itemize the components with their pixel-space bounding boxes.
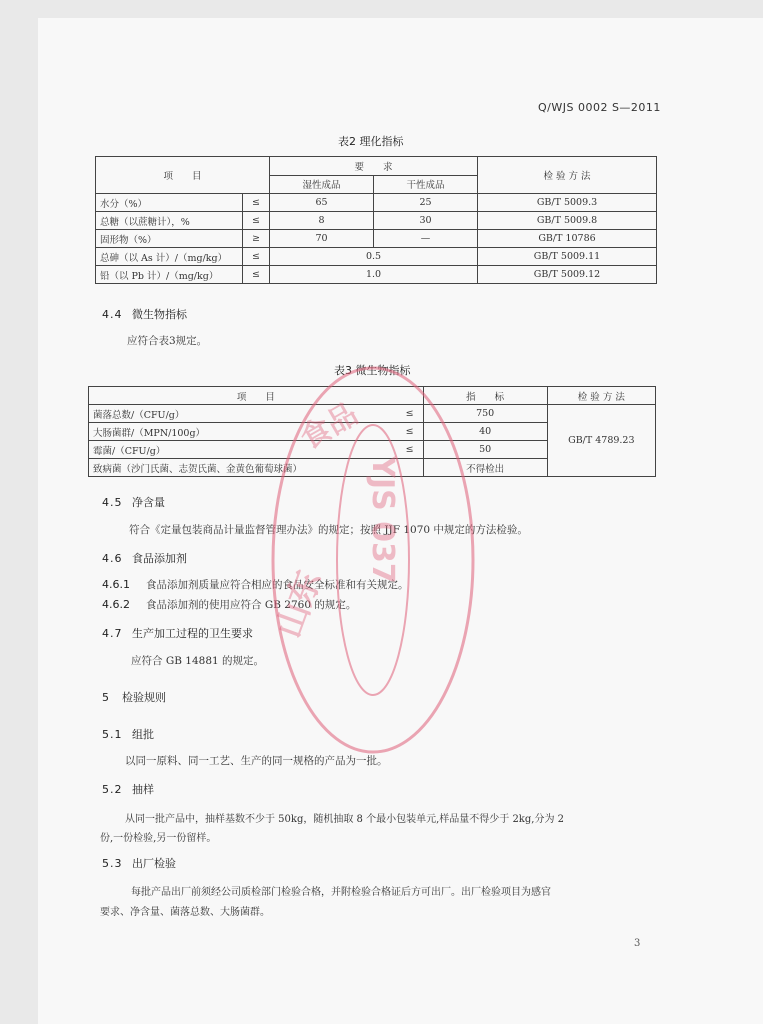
section-5-2-body-line2: 份,一份检验,另一份留样。 <box>100 833 217 844</box>
cell-item: 霉菌/（CFU/g） <box>89 441 397 459</box>
table2-header-req-a: 湿性成品 <box>270 175 374 194</box>
table-row <box>96 230 657 248</box>
clause-text: 食品添加剂质量应符合相应的食品安全标准和有关规定。 <box>146 579 409 591</box>
section-number: 5 <box>102 691 110 704</box>
table3 <box>88 386 656 477</box>
table3-title: 表3 微生物指标 <box>334 364 411 377</box>
table3-header-method: 检 验 方 法 <box>547 387 655 405</box>
table-row <box>96 194 657 212</box>
section-title: 抽样 <box>132 783 154 796</box>
table2-title: 表2 理化指标 <box>338 135 404 148</box>
cell-method: GB/T 5009.8 <box>478 212 657 230</box>
section-title: 微生物指标 <box>132 308 187 321</box>
section-5-2-heading <box>102 781 154 797</box>
cell-item: 固形物（%） <box>96 230 243 248</box>
section-4-6-1 <box>102 577 409 592</box>
page-number: 3 <box>634 938 641 949</box>
cell-sym: ≤ <box>243 194 270 212</box>
section-number: 5.3 <box>102 857 123 870</box>
cell-item: 水分（%） <box>96 194 243 212</box>
section-number: 4.6 <box>102 552 123 565</box>
cell-sym: ≤ <box>397 441 424 459</box>
svg-text:YJS 037: YJS 037 <box>365 456 400 584</box>
cell-item: 总砷（以 As 计）/（mg/kg） <box>96 248 243 266</box>
section-4-7-body: 应符合 GB 14881 的规定。 <box>131 655 265 667</box>
table2-header-req-b: 干性成品 <box>374 175 478 194</box>
cell-merged: 1.0 <box>270 266 478 284</box>
cell-item: 铅（以 Pb 计）/（mg/kg） <box>96 266 243 284</box>
cell-sym: ≥ <box>243 230 270 248</box>
section-number: 5.1 <box>102 728 123 741</box>
section-number: 5.2 <box>102 783 123 796</box>
cell-sym: ≤ <box>397 423 424 441</box>
section-4-4-body: 应符合表3规定。 <box>127 335 208 347</box>
table2-header-method: 检 验 方 法 <box>478 157 657 194</box>
section-5-3-body-line1: 每批产品出厂前须经公司质检部门检验合格，并附检验合格证后方可出厂。出厂检验项目为感官 <box>131 887 551 898</box>
cell-item: 菌落总数/（CFU/g） <box>89 405 397 423</box>
cell-sym: ≤ <box>243 248 270 266</box>
cell-value: 40 <box>423 423 547 441</box>
section-4-6-2 <box>102 597 356 612</box>
section-title: 食品添加剂 <box>132 552 187 565</box>
cell-item: 致病菌（沙门氏菌、志贺氏菌、金黄色葡萄球菌） <box>89 459 424 477</box>
table-row <box>96 212 657 230</box>
cell-item: 总糖（以蔗糖计），% <box>96 212 243 230</box>
section-title: 生产加工过程的卫生要求 <box>132 627 253 640</box>
cell-b: — <box>374 230 478 248</box>
clause-number: 4.6.1 <box>102 578 130 591</box>
svg-text:山东: 山东 <box>268 565 330 644</box>
cell-a: 8 <box>270 212 374 230</box>
table-row <box>96 266 657 284</box>
cell-method: GB/T 5009.12 <box>478 266 657 284</box>
cell-merged: 0.5 <box>270 248 478 266</box>
cell-sym: ≤ <box>243 212 270 230</box>
cell-a: 70 <box>270 230 374 248</box>
table3-header-item: 项 目 <box>89 387 424 405</box>
section-4-7-heading <box>102 625 253 641</box>
section-4-4-heading <box>102 306 187 322</box>
cell-a: 65 <box>270 194 374 212</box>
svg-text:食品: 食品 <box>294 396 364 457</box>
cell-method: GB/T 4789.23 <box>547 405 655 477</box>
clause-number: 4.6.2 <box>102 598 130 611</box>
table2 <box>95 156 657 284</box>
cell-value: 不得检出 <box>423 459 547 477</box>
section-number: 4.7 <box>102 627 123 640</box>
section-number: 4.5 <box>102 496 123 509</box>
clause-text: 食品添加剂的使用应符合 GB 2760 的规定。 <box>146 599 357 611</box>
cell-value: 50 <box>423 441 547 459</box>
table3-header-index: 指 标 <box>423 387 547 405</box>
cell-sym: ≤ <box>397 405 424 423</box>
cell-b: 30 <box>374 212 478 230</box>
cell-b: 25 <box>374 194 478 212</box>
section-5-1-body: 以同一原料、同一工艺、生产的同一规格的产品为一批。 <box>125 755 388 767</box>
section-title: 检验规则 <box>122 691 166 704</box>
section-5-3-heading <box>102 855 176 871</box>
section-4-5-heading <box>102 494 165 510</box>
cell-method: GB/T 10786 <box>478 230 657 248</box>
section-number: 4.4 <box>102 308 123 321</box>
cell-method: GB/T 5009.11 <box>478 248 657 266</box>
cell-method: GB/T 5009.3 <box>478 194 657 212</box>
section-5-heading <box>102 689 166 705</box>
section-title: 组批 <box>132 728 154 741</box>
section-5-3-body-line2: 要求、净含量、菌落总数、大肠菌群。 <box>100 907 270 918</box>
section-5-2-body-line1: 从同一批产品中，抽样基数不少于 50kg，随机抽取 8 个最小包装单元,样品量不得少于 2kg,分为 2 <box>125 814 564 825</box>
table-row <box>96 248 657 266</box>
cell-value: 750 <box>423 405 547 423</box>
table2-header-req: 要 求 <box>270 157 478 176</box>
section-5-1-heading <box>102 726 154 742</box>
cell-item: 大肠菌群/（MPN/100g） <box>89 423 397 441</box>
section-4-6-heading <box>102 550 187 566</box>
section-title: 出厂检验 <box>132 857 176 870</box>
section-title: 净含量 <box>132 496 165 509</box>
table-row <box>89 405 656 423</box>
section-4-5-body: 符合《定量包装商品计量监督管理办法》的规定；按照 JJF 1070 中规定的方法检验。 <box>129 524 528 536</box>
cell-sym: ≤ <box>243 266 270 284</box>
doc-code: Q/WJS 0002 S—2011 <box>538 101 661 114</box>
table2-header-item: 项 目 <box>96 157 270 194</box>
